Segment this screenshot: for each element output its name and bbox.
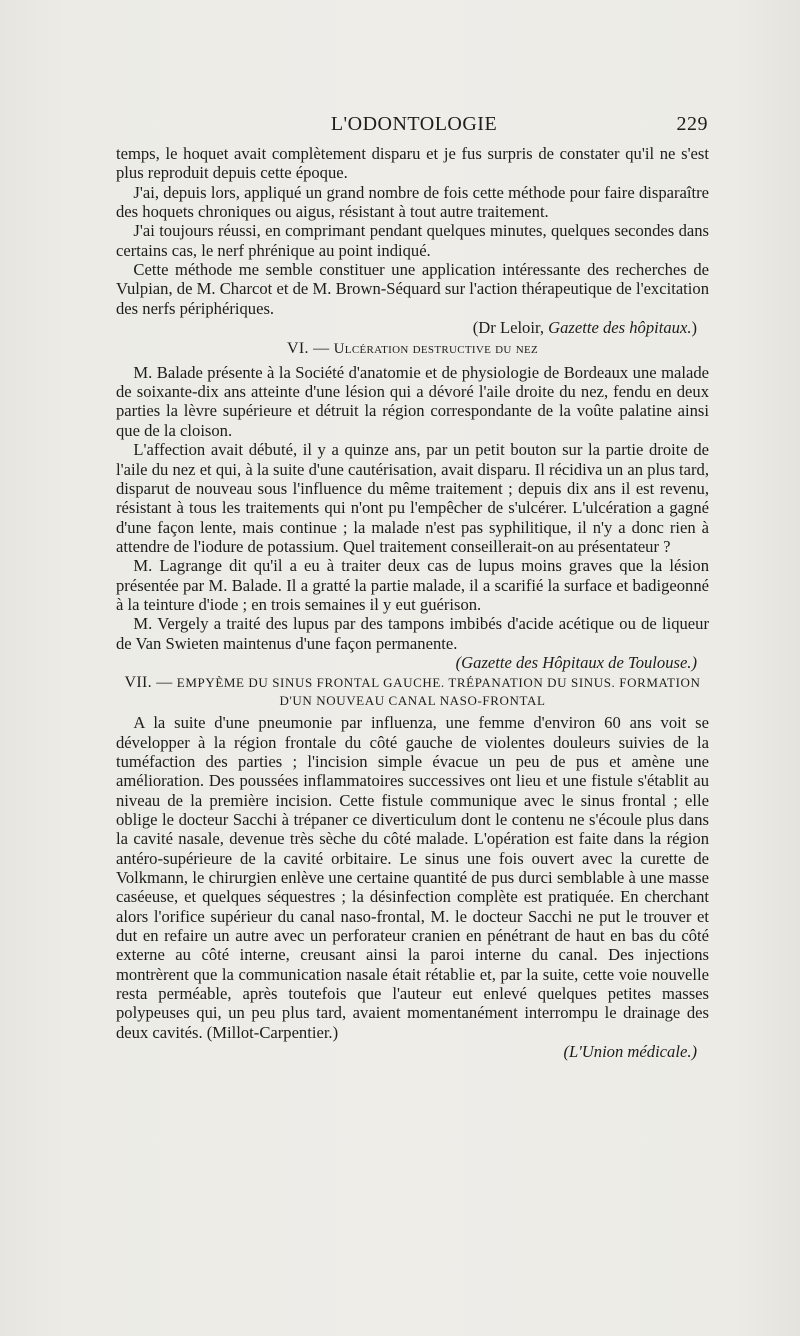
- running-head: [116, 113, 712, 139]
- citation-journal: (L'Union médicale.): [563, 1042, 697, 1062]
- paragraph: A la suite d'une pneumonie par influenza, une femme d'environ 60 ans voit se développer à la région frontale du côté gauche de violentes douleurs suivies de la tuméfaction des parties ; l'incision simple évacue un peu de pus et amène une amélioration. Des poussées inflammatoires successives ont lieu et une fistule s'établit au niveau de la première incision. Cette fistule communique avec le sinus frontal ; elle oblige le docteur Sacchi à trépaner ce diverticulum dont le contenu ne s'écoule plus dans la cavité nasale, devenue très sèche du côté malade. L'opération est faite dans la région antéro-supérieure de la cavité orbitaire. Le sinus une fois ouvert avec la curette de Volkmann, le chirurgien enlève une certaine quantité de pus durci semblable à une masse caséeuse, et quelques séquestres ; la désinfection complète est pratiquée. En cherchant alors l'orifice supérieur du canal naso-frontal, M. le docteur Sacchi ne put le trouver et dut en refaire un autre avec un perforateur cranien en pénétrant de haut en bas du côté externe au côté interne, creusant ainsi la paroi interne du canal. Des injections montrèrent que la communication nasale était rétablie et, par la suite, cette voie nouvelle resta perméable, après toutefois que l'auteur eut enlevé quelques petites masses polypeuses qui, un peu plus tard, avaient momentanément interrompu le drainage des deux cavités. (Millot-Carpentier.): [116, 713, 709, 1042]
- section-heading-vi: [116, 339, 709, 359]
- page-body: [116, 144, 709, 1061]
- page-number: 229: [676, 113, 708, 135]
- paragraph: Cette méthode me semble constituer une application intéressante des recherches de Vulpian, de M. Charcot et de M. Brown-Séquard sur l'action thérapeutique de l'excitation des nerfs périphériques.: [116, 260, 709, 318]
- paragraph: M. Balade présente à la Société d'anatomie et de physiologie de Bordeaux une malade de soixante-dix ans atteinte d'une lésion qui a dévoré l'aile droite du nez, fendu en deux parties la lèvre supérieure et détruit la région correspondante de la voûte palatine ainsi que de la cloison.: [116, 362, 709, 440]
- paragraph: L'affection avait débuté, il y a quinze ans, par un petit bouton sur la partie droite de l'aile du nez et qui, à la suite d'une cautérisation, avait disparu. Il récidiva un an plus tard, disparut de nouveau sous l'influence du même traitement ; depuis dix ans il est revenu, résistant à tous les traitements qui n'ont pu l'empêcher de s'ulcérer. L'ulcération a gagné d'une façon lente, mais continue ; la malade n'est pas syphilitique, il n'y a donc rien à attendre de l'iodure de potassium. Quel traitement conseillerait-on au présentateur ?: [116, 440, 709, 556]
- source-citation: [116, 318, 709, 337]
- journal-title: L'ODONTOLOGIE: [330, 113, 498, 135]
- paragraph: temps, le hoquet avait complètement disparu et je fus surpris de constater qu'il ne s'est plus reproduit depuis cette époque.: [116, 144, 709, 183]
- paragraph: J'ai, depuis lors, appliqué un grand nombre de fois cette méthode pour faire disparaître des hoquets chroniques ou aigus, résistant à tout autre traitement.: [116, 182, 709, 222]
- source-citation: [116, 1042, 709, 1061]
- paragraph: J'ai toujours réussi, en comprimant pendant quelques minutes, quelques secondes dans certains cas, le nerf phrénique au point indiqué.: [116, 221, 709, 260]
- section-number: VI. —: [286, 340, 334, 358]
- source-citation: [116, 653, 709, 672]
- citation-close: ): [691, 318, 697, 338]
- section-title-line2: D'UN NOUVEAU CANAL NASO-FRONTAL: [279, 693, 546, 709]
- citation-author: (Dr Leloir,: [472, 318, 549, 338]
- citation-journal: (Gazette des Hôpitaux de Toulouse.): [455, 652, 697, 672]
- section-title: Ulcération destructive du nez: [333, 341, 538, 358]
- section-heading-vii: [116, 674, 709, 710]
- section-title-line1: EMPYÈME DU SINUS FRONTAL GAUCHE. TRÉPANATION DU SINUS. FORMATION: [176, 675, 701, 691]
- paragraph: M. Vergely a traité des lupus par des tampons imbibés d'acide acétique ou de liqueur de Van Swieten maintenus d'une façon permanente.: [116, 614, 709, 653]
- section-number: VII. —: [124, 674, 177, 692]
- paragraph: M. Lagrange dit qu'il a eu à traiter deux cas de lupus moins graves que la lésion présentée par M. Balade. Il a gratté la partie malade, il a scarifié la surface et badigeonné à la teinture d'iode ; en trois semaines il y eut guérison.: [116, 556, 709, 614]
- citation-journal: Gazette des hôpitaux.: [548, 318, 692, 338]
